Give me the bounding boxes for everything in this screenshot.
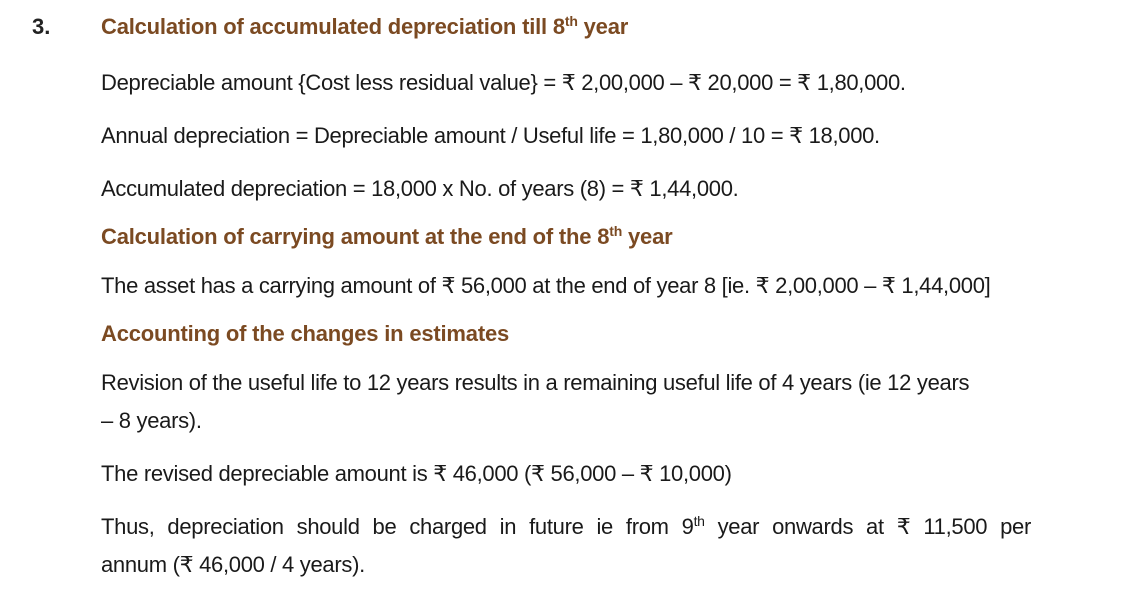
revision-line-1: Revision of the useful life to 12 years results in a remaining useful life of 4 years (ie 12 years: [101, 370, 970, 395]
solution-content: [101, 12, 1031, 584]
depreciable-amount-line: Depreciable amount {Cost less residual value} = ₹ 2,00,000 – ₹ 20,000 = ₹ 1,80,000.: [101, 70, 906, 95]
line-text-rest: year onwards at ₹ 11,500 per: [704, 514, 1031, 539]
heading-text-rest: year: [577, 14, 629, 39]
heading-carrying-amount: [101, 222, 1031, 252]
revision-line-2: – 8 years).: [101, 408, 202, 433]
superscript: th: [564, 13, 578, 29]
future-depreciation-paragraph: [101, 508, 1031, 584]
future-depreciation-line-1: [101, 508, 1031, 546]
heading-text-rest: year: [622, 224, 673, 249]
superscript: th: [609, 223, 623, 239]
accumulated-depreciation-line: Accumulated depreciation = 18,000 x No. of years (8) = ₹ 1,44,000.: [101, 176, 739, 201]
carrying-amount-line: The asset has a carrying amount of ₹ 56,000 at the end of year 8 [ie. ₹ 2,00,000 – ₹ 1,44,000]: [101, 273, 991, 298]
question-number: 3.: [32, 14, 51, 39]
heading-changes-in-estimates: Accounting of the changes in estimates: [101, 321, 510, 346]
line-text: Thus, depreciation should be charged in future ie from 9: [101, 514, 694, 539]
annual-depreciation-line: Annual depreciation = Depreciable amount / Useful life = 1,80,000 / 10 = ₹ 18,000.: [101, 123, 880, 148]
future-depreciation-line-2: annum (₹ 46,000 / 4 years).: [101, 552, 365, 577]
heading-text: Calculation of accumulated depreciation till 8: [101, 14, 565, 39]
superscript: th: [693, 513, 705, 529]
revision-paragraph: [101, 364, 1031, 440]
heading-accumulated-depreciation: [101, 12, 1031, 42]
heading-text: Calculation of carrying amount at the end of the 8: [101, 224, 610, 249]
revised-amount-line: The revised depreciable amount is ₹ 46,000 (₹ 56,000 – ₹ 10,000): [101, 461, 732, 486]
